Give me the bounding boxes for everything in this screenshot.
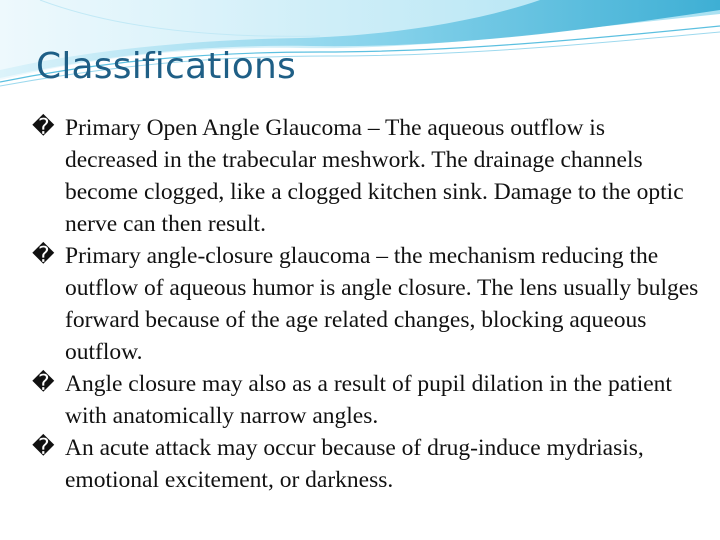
bullet-glyph-icon: � <box>32 115 55 140</box>
bullet-item <box>30 112 700 240</box>
bullet-text: An acute attack may occur because of drug-induce mydriasis, emotional excitement, or darkness. <box>65 435 644 493</box>
bullet-glyph-icon: � <box>32 435 55 460</box>
bullet-glyph-icon: � <box>32 243 55 268</box>
bullet-glyph-icon: � <box>32 371 55 396</box>
bullet-item <box>30 240 700 368</box>
bullet-text: Primary Open Angle Glaucoma – The aqueous outflow is decreased in the trabecular meshwork. The drainage channels become clogged, like a clogged kitchen sink. Damage to the optic nerve can then result. <box>65 115 684 237</box>
slide-title: Classifications <box>36 46 296 87</box>
bullet-item <box>30 368 700 432</box>
bullet-text: Primary angle-closure glaucoma – the mechanism reducing the outflow of aqueous humor is angle closure. The lens usually bulges forward because of the age related changes, blocking aqueous outflow. <box>65 243 699 365</box>
bullet-item <box>30 432 700 496</box>
bullet-list <box>30 112 700 496</box>
bullet-text: Angle closure may also as a result of pupil dilation in the patient with anatomically narrow angles. <box>65 371 672 429</box>
